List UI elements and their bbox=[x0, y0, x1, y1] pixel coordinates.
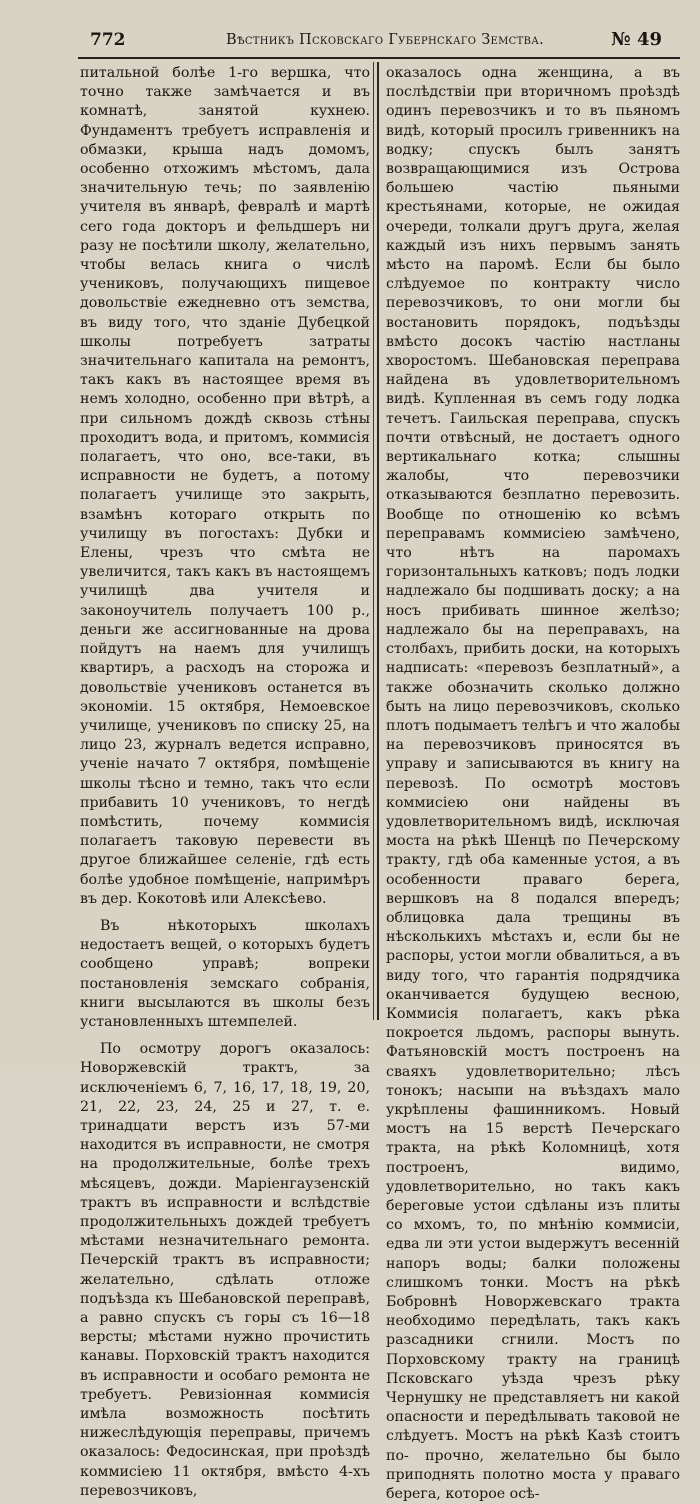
header-rule bbox=[78, 57, 680, 59]
column-divider bbox=[377, 62, 379, 1020]
page-header bbox=[70, 28, 680, 54]
right-column bbox=[386, 64, 680, 1504]
paragraph: питальной болѣе 1-го вершка, что точно также замѣчается и въ комнатѣ, занятой кухнею. Фундаментъ требуетъ исправленія и обмазки, крыша надъ домомъ, особенно отхожимъ мѣстомъ, дала значительную течь; по заявленію учителя въ январѣ, февралѣ и мартѣ сего года докторъ и фельдшеръ ни разу не посѣтили школу, желательно, чтобы велась книга о числѣ учениковъ, получающихъ пищевое довольствіе ежедневно отъ земства, въ виду того, что зданіе Дубецкой школы потребуетъ затраты значительнаго капитала на ремонтъ, такъ какъ въ настоящее время въ немъ холодно, особенно при вѣтрѣ, а при сильномъ дождѣ сквозь стѣны проходитъ вода, и притомъ, коммисія полагаетъ, что оно, все-таки, въ исправности не будетъ, а потому полагаетъ училище это закрыть, взамѣнъ котораго открыть по училищу въ погостахъ: Дубки и Елены, чрезъ что смѣта не увеличится, такъ какъ въ настоящемъ училищѣ два учителя и законоучитель получаетъ 100 р., деньги же ассигнованные на дрова пойдутъ на наемъ для училищъ квартиръ, а расходъ на сторожа и довольствіе учениковъ останется въ экономіи. 15 октября, Немоевское училище, учениковъ по списку 25, на лицо 23, журналъ ведется исправно, ученіе начато 7 октября, помѣщеніе школы тѣсно и темно, такъ что если прибавить 10 учениковъ, то негдѣ помѣстить, почему коммисія полагаетъ таковую перевести въ другое ближайшее селеніе, гдѣ есть болѣе удобное помѣщеніе, напримѣръ въ дер. Кокотовѣ или Алексѣево. bbox=[80, 65, 370, 907]
column-divider-thin bbox=[373, 62, 374, 1020]
journal-title: Вѣстникъ Псковскаго Губернскаго Земства. bbox=[225, 32, 545, 48]
paragraph: По осмотру дорогъ оказалось: Новоржевскій трактъ, за исключеніемъ 6, 7, 16, 17, 18, 19, 20, 21, 22, 23, 24, 25 и 27, т. е. тринадцати верстъ изъ 57-ми находится въ исправности, не смотря на продолжительные, болѣе трехъ мѣсяцевъ, дожди. Маріенгаузенскій трактъ въ исправности и вслѣдствіе продолжительныхъ дождей требуетъ мѣстами незначительнаго ремонта. Печерскій трактъ въ исправности; желательно, сдѣлать отложе подъѣзда къ Шебановской переправѣ, а равно спускъ съ горы съ 16—18 версты; мѣстами нужно прочистить канавы. Порховскій трактъ находится въ исправности и особаго ремонта не требуетъ. Ревизіонная коммисія имѣла возможность посѣтить нижеслѣдующія переправы, причемъ оказалось: Федосинская, при проѣздѣ коммисіею 11 октября, вмѣсто 4-хъ перевозчиковъ, bbox=[80, 1041, 370, 1499]
left-column bbox=[80, 64, 370, 1501]
paragraph: оказалось одна женщина, а въ послѣдствіи при вторичномъ проѣздѣ одинъ перевозчикъ и то въ пьяномъ видѣ, который просилъ гривенникъ на водку; спускъ былъ занятъ возвращающимися изъ Острова большею частію пьяными крестьянами, которые, не ожидая очереди, толкали другъ друга, желая каждый изъ нихъ первымъ занять мѣсто на паромѣ. Если бы было слѣдуемое по контракту число перевозчиковъ, то они могли бы востановить порядокъ, подъѣзды вмѣсто досокъ частію настланы хворостомъ. Шебановская переправа найдена въ удовлетворительномъ видѣ. Купленная въ семъ году лодка течетъ. Гаильская переправа, спускъ почти отвѣсный, не достаетъ одного вертикальнаго котка; слышны жалобы, что перевозчики отказываются безплатно перевозить. Вообще по отношенію ко всѣмъ переправамъ коммисіею замѣчено, что нѣтъ на паромахъ горизонтальныхъ катковъ; подъ лодки надлежало бы подшивать доску; а на носъ прибивать шинное желѣзо; надлежало бы на переправахъ, на столбахъ, прибить доски, на которыхъ надписать: «перевозъ безплатный», а также обозначить сколько должно быть на лицо перевозчиковъ, сколько плотъ подымаетъ телѣгъ и что жалобы на перевозчиковъ приносятся въ управу и записываются въ книгу на перевозѣ. По осмотрѣ мостовъ коммисіею они найдены въ удовлетворительномъ видѣ, исключая моста на рѣкѣ Шенцѣ по Печерскому тракту, гдѣ оба каменные устоя, а въ особенности праваго берега, вершковъ на 8 подался впередъ; облицовка дала трещины въ нѣсколькихъ мѣстахъ и, если бы не распоры, устои могли обвалиться, а въ виду того, что гарантія подрядчика оканчивается будущею весною, Коммисія полагаетъ, какъ рѣка покроется льдомъ, распоры вынуть. Фатьяновскій мостъ построенъ на сваяхъ удовлетворительно; лѣсъ тонокъ; насыпи на въѣздахъ мало укрѣплены фашинникомъ. Новый мостъ на 15 верстѣ Печерскаго тракта, на рѣкѣ Коломницѣ, хотя построенъ, видимо, удовлетворительно, но такъ какъ береговые устои сдѣланы изъ плиты со мхомъ, то, по мнѣнію коммисіи, едва ли эти устои выдержутъ весенній напоръ воды; балки положены слишкомъ тонки. Мостъ на рѣкѣ Бобровнѣ Новоржевскаго тракта необходимо передѣлать, такъ какъ разсадники сгнили. Мостъ по Порховскому тракту на границѣ Псковскаго уѣзда чрезъ рѣку Чернушку не представляетъ ни какой опасности и передѣлывать таковой не слѣдуетъ. Мостъ на рѣкѣ Казѣ стоитъ по- прочно, желательно бы было приподнять полотно моста у праваго берега, которое осѣ- bbox=[386, 65, 680, 1503]
issue-number: № 49 bbox=[611, 29, 662, 50]
page-number: 772 bbox=[90, 30, 126, 50]
paragraph: Въ нѣкоторыхъ школахъ недостаетъ вещей, о которыхъ будетъ сообщено управѣ; вопреки постановленія земскаго собранія, книги высылаются въ школы безъ установленныхъ штемпелей. bbox=[80, 917, 370, 1030]
